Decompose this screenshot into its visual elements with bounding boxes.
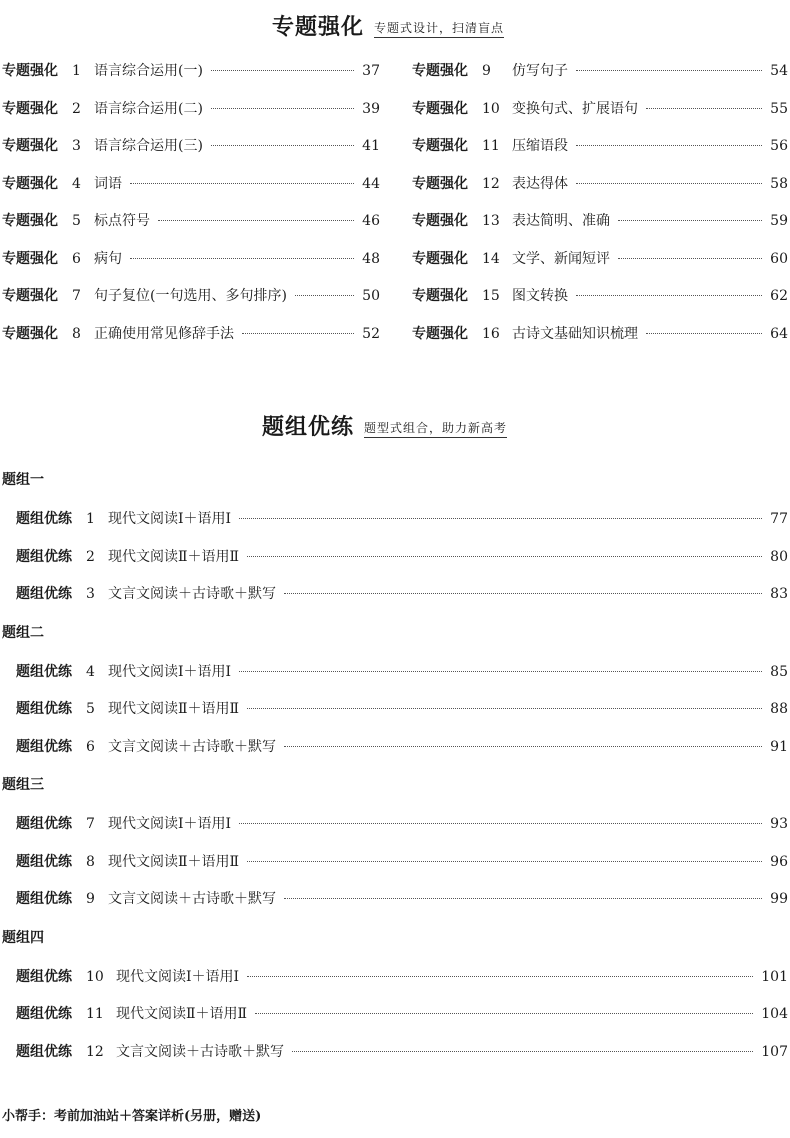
- toc-entry[interactable]: [16, 1041, 788, 1061]
- toc-entry-label: 题组优练: [16, 816, 72, 832]
- toc-entry-number: 5: [86, 701, 95, 717]
- zhuanti-title: 专题强化: [272, 15, 365, 40]
- toc-entry-label: 题组优练: [16, 548, 72, 565]
- group-heading: 题组一: [2, 472, 44, 488]
- toc-entry-label: 专题强化: [2, 288, 58, 304]
- toc-entry-label: 题组优练: [16, 586, 72, 602]
- toc-entry[interactable]: [2, 285, 380, 305]
- dot-leader: [239, 518, 762, 519]
- toc-entry[interactable]: [412, 248, 788, 268]
- toc-entry-label: 题组优练: [16, 701, 72, 717]
- tizu-header: [262, 410, 507, 441]
- toc-entry-page: 107: [761, 1043, 788, 1060]
- toc-entry-title: 现代文阅读Ⅱ＋语用Ⅱ: [108, 853, 240, 870]
- toc-entry-label: 题组优练: [16, 1043, 72, 1060]
- toc-entry-title: 病句: [94, 250, 122, 267]
- toc-entry-title: 文言文阅读＋古诗歌＋默写: [108, 891, 276, 907]
- toc-entry-page: 60: [770, 250, 788, 267]
- toc-entry-label: 专题强化: [412, 138, 468, 154]
- toc-entry-number: 3: [86, 586, 95, 602]
- dot-leader: [576, 70, 762, 71]
- group-heading: 题组三: [2, 777, 44, 793]
- toc-entry-label: 题组优练: [16, 1006, 72, 1022]
- toc-entry-number: 4: [86, 663, 95, 680]
- toc-entry-number: 7: [72, 288, 81, 304]
- toc-entry[interactable]: [16, 966, 788, 986]
- toc-entry[interactable]: [412, 323, 788, 343]
- toc-entry-number: 10: [482, 100, 500, 117]
- footer-note: 小帮手：考前加油站＋答案详析(另册，赠送): [2, 1109, 262, 1124]
- toc-entry-page: 83: [770, 586, 788, 602]
- dot-leader: [211, 70, 354, 71]
- toc-entry-title: 词语: [94, 175, 122, 192]
- toc-entry[interactable]: [16, 508, 788, 528]
- toc-entry-title: 句子复位(一句选用、多句排序): [94, 288, 287, 304]
- dot-leader: [618, 258, 762, 259]
- toc-entry-page: 56: [770, 138, 788, 154]
- toc-entry[interactable]: [412, 173, 788, 193]
- toc-entry-page: 62: [770, 288, 788, 304]
- toc-entry-title: 标点符号: [94, 213, 150, 229]
- toc-entry-number: 10: [86, 968, 104, 985]
- zhuanti-header: [272, 10, 504, 41]
- toc-entry-page: 50: [362, 288, 380, 304]
- dot-leader: [646, 108, 762, 109]
- toc-entry-title: 现代文阅读Ⅰ＋语用Ⅰ: [108, 511, 232, 527]
- zhuanti-subtitle: 专题式设计，扫清盲点: [374, 19, 504, 38]
- dot-leader: [239, 823, 762, 824]
- toc-entry-page: 52: [362, 325, 380, 342]
- toc-entry-title: 语言综合运用(一): [94, 63, 203, 79]
- toc-entry-label: 专题强化: [2, 100, 58, 117]
- dot-leader: [284, 898, 762, 899]
- toc-entry-page: 54: [770, 63, 788, 79]
- toc-entry[interactable]: [16, 661, 788, 681]
- toc-entry-number: 7: [86, 816, 95, 832]
- toc-entry-page: 96: [770, 853, 788, 870]
- toc-entry[interactable]: [16, 698, 788, 718]
- toc-entry-title: 仿写句子: [512, 63, 568, 79]
- toc-entry-title: 古诗文基础知识梳理: [512, 325, 638, 342]
- toc-entry[interactable]: [16, 736, 788, 756]
- toc-entry-page: 41: [362, 138, 380, 154]
- toc-entry-number: 1: [72, 63, 81, 79]
- toc-entry[interactable]: [16, 1003, 788, 1023]
- toc-entry-number: 8: [86, 853, 95, 870]
- toc-entry-label: 专题强化: [2, 175, 58, 192]
- toc-entry-label: 专题强化: [2, 325, 58, 342]
- toc-entry[interactable]: [412, 60, 788, 80]
- toc-entry-title: 语言综合运用(二): [94, 100, 203, 117]
- dot-leader: [242, 333, 354, 334]
- toc-entry-number: 1: [86, 511, 95, 527]
- toc-entry-number: 3: [72, 138, 81, 154]
- toc-entry-number: 16: [482, 325, 500, 342]
- toc-entry-label: 专题强化: [412, 175, 468, 192]
- dot-leader: [576, 145, 762, 146]
- dot-leader: [247, 861, 762, 862]
- toc-entry-number: 11: [86, 1006, 104, 1022]
- dot-leader: [130, 183, 354, 184]
- toc-entry[interactable]: [2, 323, 380, 343]
- toc-entry-number: 9: [482, 63, 491, 79]
- toc-entry-label: 专题强化: [412, 250, 468, 267]
- toc-entry-title: 现代文阅读Ⅱ＋语用Ⅱ: [108, 548, 240, 565]
- toc-entry-page: 39: [362, 100, 380, 117]
- toc-entry-title: 现代文阅读Ⅰ＋语用Ⅰ: [116, 968, 240, 985]
- toc-entry[interactable]: [16, 546, 788, 566]
- toc-entry-label: 专题强化: [2, 250, 58, 267]
- toc-entry[interactable]: [2, 98, 380, 118]
- toc-entry-label: 题组优练: [16, 738, 72, 755]
- toc-entry-label: 专题强化: [412, 213, 468, 229]
- toc-entry-title: 压缩语段: [512, 138, 568, 154]
- toc-entry[interactable]: [16, 851, 788, 871]
- dot-leader: [576, 183, 762, 184]
- toc-entry-title: 现代文阅读Ⅰ＋语用Ⅰ: [108, 663, 232, 680]
- group-heading: 题组二: [2, 624, 44, 641]
- toc-entry-label: 题组优练: [16, 511, 72, 527]
- toc-entry-page: 93: [770, 816, 788, 832]
- toc-entry[interactable]: [16, 813, 788, 833]
- toc-entry-number: 6: [72, 250, 81, 267]
- toc-entry[interactable]: [16, 583, 788, 603]
- toc-entry-number: 9: [86, 891, 95, 907]
- toc-entry-number: 5: [72, 213, 81, 229]
- toc-entry-number: 12: [482, 175, 500, 192]
- toc-entry[interactable]: [2, 248, 380, 268]
- toc-entry[interactable]: [2, 60, 380, 80]
- toc-entry-title: 现代文阅读Ⅰ＋语用Ⅰ: [108, 816, 232, 832]
- toc-entry-title: 文言文阅读＋古诗歌＋默写: [116, 1043, 284, 1060]
- toc-entry-title: 变换句式、扩展语句: [512, 100, 638, 117]
- toc-entry-number: 15: [482, 288, 500, 304]
- toc-entry-title: 表达得体: [512, 175, 568, 192]
- toc-entry-title: 图文转换: [512, 288, 568, 304]
- toc-entry-page: 55: [770, 100, 788, 117]
- toc-entry-page: 77: [770, 511, 788, 527]
- dot-leader: [618, 220, 762, 221]
- dot-leader: [295, 295, 354, 296]
- tizu-subtitle: 题型式组合，助力新高考: [364, 419, 507, 438]
- dot-leader: [284, 746, 762, 747]
- toc-entry-page: 99: [770, 891, 788, 907]
- toc-entry-label: 专题强化: [412, 288, 468, 304]
- toc-entry[interactable]: [2, 173, 380, 193]
- dot-leader: [158, 220, 354, 221]
- toc-entry-number: 13: [482, 213, 500, 229]
- toc-entry[interactable]: [2, 210, 380, 230]
- toc-entry[interactable]: [412, 98, 788, 118]
- tizu-title: 题组优练: [262, 415, 355, 440]
- toc-entry-number: 2: [72, 100, 81, 117]
- dot-leader: [211, 145, 354, 146]
- toc-entry-number: 6: [86, 738, 95, 755]
- toc-entry-page: 37: [362, 63, 380, 79]
- toc-entry-page: 64: [770, 325, 788, 342]
- toc-entry-page: 101: [761, 968, 788, 985]
- toc-entry-page: 48: [362, 250, 380, 267]
- dot-leader: [247, 708, 762, 709]
- toc-entry[interactable]: [412, 210, 788, 230]
- toc-entry-number: 4: [72, 175, 81, 192]
- toc-entry-label: 专题强化: [2, 213, 58, 229]
- dot-leader: [255, 1013, 753, 1014]
- toc-entry-label: 专题强化: [412, 100, 468, 117]
- toc-entry-label: 专题强化: [2, 138, 58, 154]
- toc-entry-number: 14: [482, 250, 500, 267]
- toc-entry[interactable]: [412, 135, 788, 155]
- toc-entry-page: 46: [362, 213, 380, 229]
- toc-entry-number: 12: [86, 1043, 104, 1060]
- dot-leader: [211, 108, 354, 109]
- dot-leader: [292, 1051, 753, 1052]
- toc-entry-title: 现代文阅读Ⅱ＋语用Ⅱ: [116, 1006, 248, 1022]
- toc-entry-number: 2: [86, 548, 95, 565]
- dot-leader: [247, 556, 762, 557]
- toc-entry-title: 文学、新闻短评: [512, 250, 610, 267]
- toc-entry-page: 80: [770, 548, 788, 565]
- toc-entry-number: 8: [72, 325, 81, 342]
- toc-entry-page: 44: [362, 175, 380, 192]
- toc-entry-page: 85: [770, 663, 788, 680]
- toc-entry[interactable]: [2, 135, 380, 155]
- toc-entry-page: 104: [761, 1006, 788, 1022]
- toc-entry-number: 11: [482, 138, 500, 154]
- toc-entry-page: 88: [770, 701, 788, 717]
- toc-entry-page: 91: [770, 738, 788, 755]
- toc-entry-label: 题组优练: [16, 853, 72, 870]
- toc-entry-title: 文言文阅读＋古诗歌＋默写: [108, 738, 276, 755]
- toc-entry-page: 59: [770, 213, 788, 229]
- toc-entry-title: 表达简明、准确: [512, 213, 610, 229]
- toc-entry-title: 正确使用常见修辞手法: [94, 325, 234, 342]
- toc-entry-page: 58: [770, 175, 788, 192]
- toc-entry-title: 文言文阅读＋古诗歌＋默写: [108, 586, 276, 602]
- dot-leader: [284, 593, 762, 594]
- group-heading: 题组四: [2, 929, 44, 946]
- toc-entry-label: 题组优练: [16, 663, 72, 680]
- toc-entry-label: 题组优练: [16, 968, 72, 985]
- toc-entry-title: 语言综合运用(三): [94, 138, 203, 154]
- dot-leader: [239, 671, 762, 672]
- toc-entry-label: 题组优练: [16, 891, 72, 907]
- dot-leader: [646, 333, 762, 334]
- dot-leader: [247, 976, 753, 977]
- dot-leader: [130, 258, 354, 259]
- toc-entry-label: 专题强化: [412, 325, 468, 342]
- toc-entry-label: 专题强化: [2, 63, 58, 79]
- toc-entry[interactable]: [412, 285, 788, 305]
- toc-entry-label: 专题强化: [412, 63, 468, 79]
- toc-entry-title: 现代文阅读Ⅱ＋语用Ⅱ: [108, 701, 240, 717]
- dot-leader: [576, 295, 762, 296]
- toc-entry[interactable]: [16, 888, 788, 908]
